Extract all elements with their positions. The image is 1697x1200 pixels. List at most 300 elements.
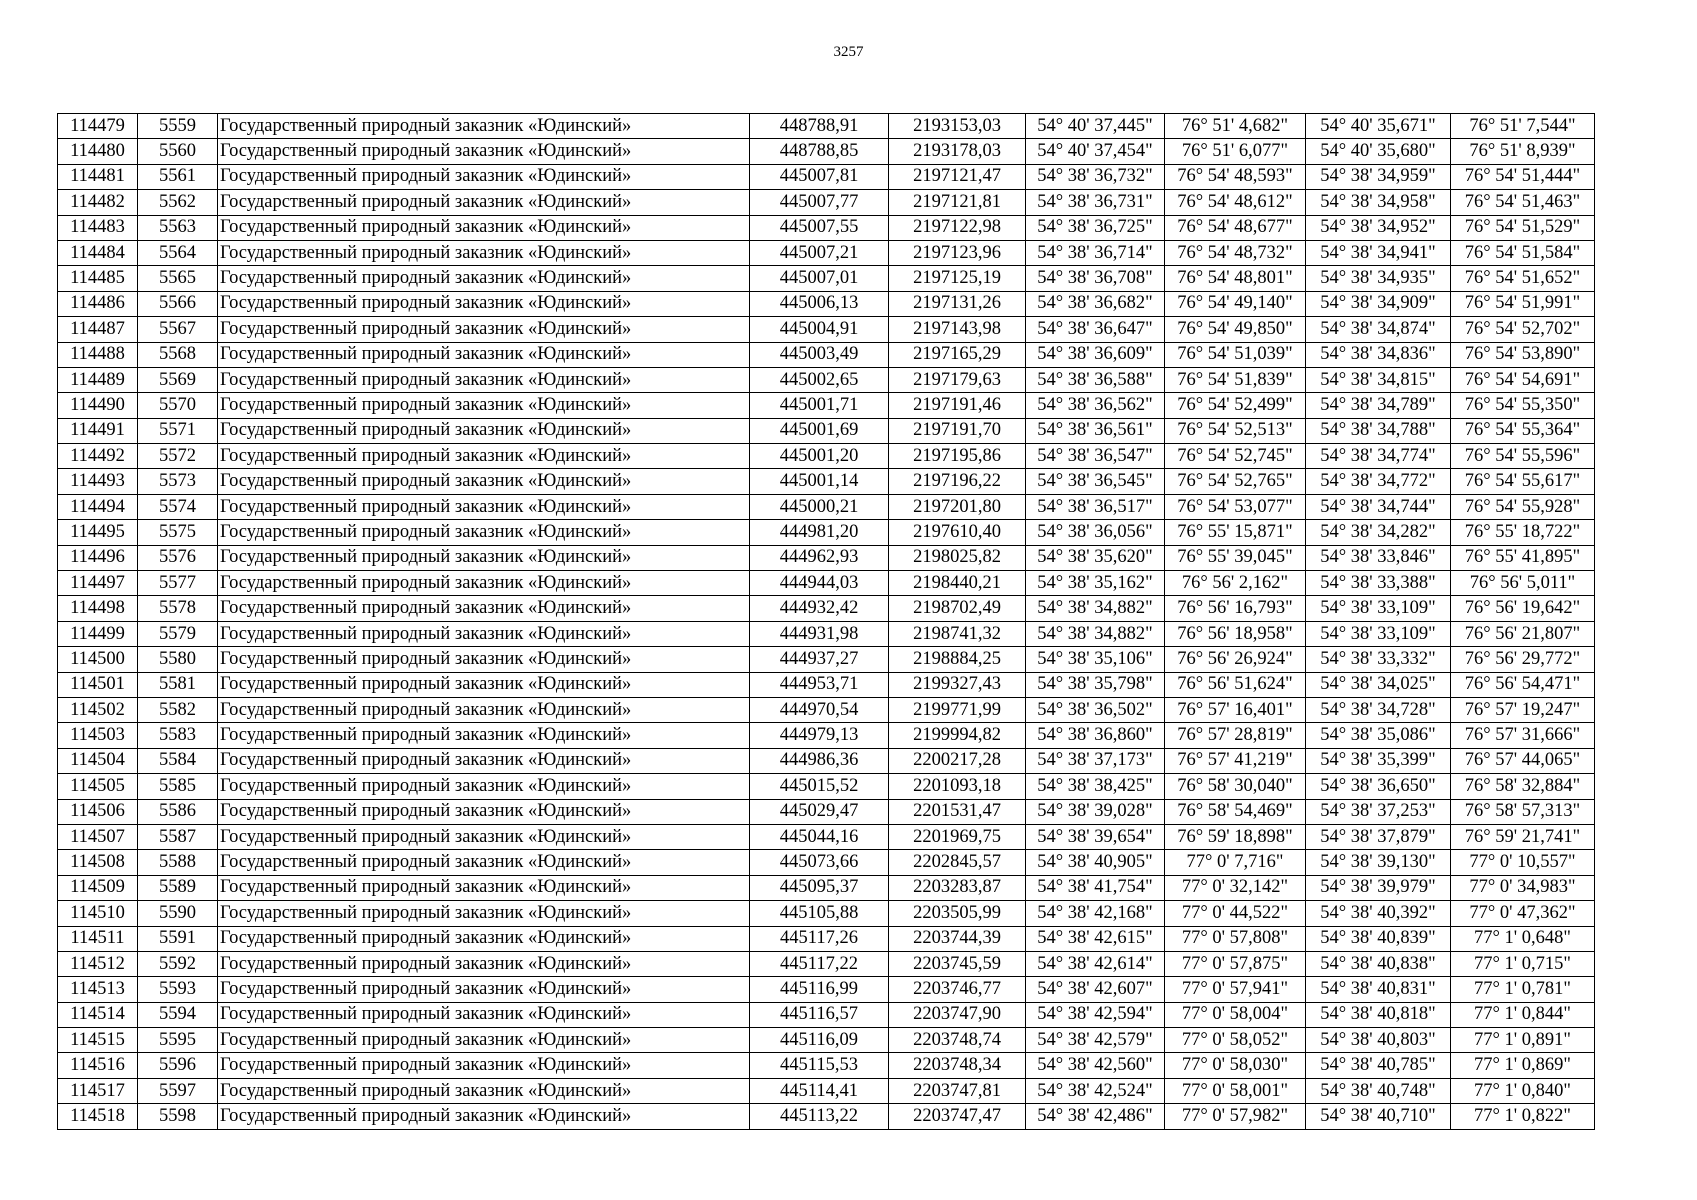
cell-latitude-2: 54° 38' 33,846" (1306, 545, 1451, 570)
cell-record-id: 114487 (58, 317, 138, 342)
cell-latitude-2: 54° 38' 39,979" (1306, 875, 1451, 900)
table-row (58, 723, 1595, 748)
cell-longitude-1: 76° 57' 16,401" (1165, 697, 1306, 722)
cell-reserve-name: Государственный природный заказник «Юдинский» (218, 875, 750, 900)
cell-record-id: 114503 (58, 723, 138, 748)
cell-latitude-1: 54° 38' 42,579" (1026, 1028, 1165, 1053)
cell-record-id: 114511 (58, 926, 138, 951)
cell-longitude-1: 76° 57' 41,219" (1165, 748, 1306, 773)
cell-y-coordinate: 2197165,29 (889, 342, 1026, 367)
cell-y-coordinate: 2203744,39 (889, 926, 1026, 951)
cell-latitude-2: 54° 38' 40,710" (1306, 1104, 1451, 1129)
table-row (58, 190, 1595, 215)
cell-x-coordinate: 445105,88 (750, 901, 889, 926)
table-row (58, 215, 1595, 240)
cell-x-coordinate: 445073,66 (750, 850, 889, 875)
cell-reserve-name: Государственный природный заказник «Юдинский» (218, 164, 750, 189)
cell-reserve-name: Государственный природный заказник «Юдинский» (218, 1078, 750, 1103)
table-body (58, 114, 1595, 1130)
cell-latitude-2: 54° 38' 34,025" (1306, 672, 1451, 697)
cell-y-coordinate: 2201531,47 (889, 799, 1026, 824)
table-row (58, 850, 1595, 875)
cell-record-id: 114506 (58, 799, 138, 824)
cell-y-coordinate: 2197121,47 (889, 164, 1026, 189)
cell-record-id: 114486 (58, 291, 138, 316)
cell-latitude-2: 54° 38' 33,109" (1306, 596, 1451, 621)
cell-x-coordinate: 448788,91 (750, 114, 889, 139)
cell-latitude-2: 54° 38' 39,130" (1306, 850, 1451, 875)
cell-reserve-name: Государственный природный заказник «Юдинский» (218, 444, 750, 469)
cell-longitude-2: 76° 54' 52,702" (1451, 317, 1595, 342)
table-row (58, 672, 1595, 697)
cell-longitude-1: 76° 59' 18,898" (1165, 824, 1306, 849)
cell-longitude-2: 76° 55' 18,722" (1451, 520, 1595, 545)
cell-x-coordinate: 448788,85 (750, 139, 889, 164)
cell-point-number: 5575 (138, 520, 218, 545)
cell-longitude-1: 76° 54' 52,765" (1165, 469, 1306, 494)
cell-point-number: 5583 (138, 723, 218, 748)
cell-y-coordinate: 2203746,77 (889, 977, 1026, 1002)
cell-longitude-2: 76° 54' 51,529" (1451, 215, 1595, 240)
cell-longitude-2: 76° 56' 21,807" (1451, 621, 1595, 646)
cell-latitude-1: 54° 38' 35,620" (1026, 545, 1165, 570)
cell-latitude-1: 54° 38' 37,173" (1026, 748, 1165, 773)
cell-latitude-1: 54° 38' 38,425" (1026, 774, 1165, 799)
cell-point-number: 5565 (138, 266, 218, 291)
cell-x-coordinate: 445114,41 (750, 1078, 889, 1103)
cell-record-id: 114484 (58, 240, 138, 265)
table-row (58, 926, 1595, 951)
cell-latitude-1: 54° 38' 36,588" (1026, 367, 1165, 392)
cell-reserve-name: Государственный природный заказник «Юдинский» (218, 545, 750, 570)
cell-longitude-1: 76° 54' 52,499" (1165, 393, 1306, 418)
cell-reserve-name: Государственный природный заказник «Юдинский» (218, 774, 750, 799)
cell-reserve-name: Государственный природный заказник «Юдинский» (218, 748, 750, 773)
cell-record-id: 114504 (58, 748, 138, 773)
cell-y-coordinate: 2198702,49 (889, 596, 1026, 621)
cell-latitude-2: 54° 38' 33,388" (1306, 571, 1451, 596)
cell-x-coordinate: 445004,91 (750, 317, 889, 342)
cell-reserve-name: Государственный природный заказник «Юдинский» (218, 393, 750, 418)
cell-x-coordinate: 445029,47 (750, 799, 889, 824)
cell-reserve-name: Государственный природный заказник «Юдинский» (218, 240, 750, 265)
cell-reserve-name: Государственный природный заказник «Юдинский» (218, 723, 750, 748)
table-row (58, 494, 1595, 519)
cell-longitude-2: 76° 54' 51,463" (1451, 190, 1595, 215)
cell-point-number: 5578 (138, 596, 218, 621)
cell-latitude-2: 54° 38' 34,958" (1306, 190, 1451, 215)
cell-latitude-2: 54° 40' 35,671" (1306, 114, 1451, 139)
cell-longitude-1: 76° 55' 15,871" (1165, 520, 1306, 545)
cell-x-coordinate: 444944,03 (750, 571, 889, 596)
cell-record-id: 114488 (58, 342, 138, 367)
cell-x-coordinate: 444979,13 (750, 723, 889, 748)
cell-record-id: 114482 (58, 190, 138, 215)
cell-latitude-1: 54° 38' 42,614" (1026, 951, 1165, 976)
cell-y-coordinate: 2201969,75 (889, 824, 1026, 849)
cell-reserve-name: Государственный природный заказник «Юдинский» (218, 469, 750, 494)
cell-latitude-2: 54° 38' 40,748" (1306, 1078, 1451, 1103)
cell-longitude-2: 76° 56' 5,011" (1451, 571, 1595, 596)
cell-longitude-2: 76° 54' 55,928" (1451, 494, 1595, 519)
table-row (58, 317, 1595, 342)
table-row (58, 824, 1595, 849)
table-row (58, 596, 1595, 621)
cell-record-id: 114517 (58, 1078, 138, 1103)
cell-point-number: 5579 (138, 621, 218, 646)
cell-point-number: 5586 (138, 799, 218, 824)
cell-reserve-name: Государственный природный заказник «Юдинский» (218, 951, 750, 976)
cell-y-coordinate: 2197123,96 (889, 240, 1026, 265)
cell-point-number: 5596 (138, 1053, 218, 1078)
table-row (58, 418, 1595, 443)
cell-latitude-2: 54° 38' 34,836" (1306, 342, 1451, 367)
cell-longitude-1: 77° 0' 44,522" (1165, 901, 1306, 926)
cell-x-coordinate: 445115,53 (750, 1053, 889, 1078)
table-row (58, 240, 1595, 265)
cell-longitude-1: 77° 0' 58,030" (1165, 1053, 1306, 1078)
cell-record-id: 114498 (58, 596, 138, 621)
cell-point-number: 5581 (138, 672, 218, 697)
cell-latitude-1: 54° 38' 39,654" (1026, 824, 1165, 849)
cell-longitude-2: 77° 0' 47,362" (1451, 901, 1595, 926)
cell-latitude-1: 54° 38' 42,615" (1026, 926, 1165, 951)
cell-y-coordinate: 2197195,86 (889, 444, 1026, 469)
cell-longitude-1: 76° 56' 2,162" (1165, 571, 1306, 596)
cell-longitude-2: 76° 54' 51,991" (1451, 291, 1595, 316)
cell-point-number: 5590 (138, 901, 218, 926)
cell-latitude-2: 54° 38' 34,774" (1306, 444, 1451, 469)
cell-longitude-1: 76° 54' 48,677" (1165, 215, 1306, 240)
cell-latitude-1: 54° 38' 35,798" (1026, 672, 1165, 697)
cell-latitude-1: 54° 38' 42,168" (1026, 901, 1165, 926)
cell-point-number: 5591 (138, 926, 218, 951)
cell-point-number: 5587 (138, 824, 218, 849)
cell-reserve-name: Государственный природный заказник «Юдинский» (218, 977, 750, 1002)
cell-longitude-2: 76° 51' 7,544" (1451, 114, 1595, 139)
coordinates-table (57, 113, 1595, 1130)
cell-longitude-2: 76° 54' 55,350" (1451, 393, 1595, 418)
cell-latitude-2: 54° 38' 40,392" (1306, 901, 1451, 926)
cell-record-id: 114510 (58, 901, 138, 926)
cell-record-id: 114502 (58, 697, 138, 722)
table-row (58, 469, 1595, 494)
cell-y-coordinate: 2199771,99 (889, 697, 1026, 722)
cell-longitude-2: 76° 57' 19,247" (1451, 697, 1595, 722)
cell-longitude-2: 76° 56' 54,471" (1451, 672, 1595, 697)
cell-latitude-1: 54° 38' 36,502" (1026, 697, 1165, 722)
cell-point-number: 5561 (138, 164, 218, 189)
cell-y-coordinate: 2197610,40 (889, 520, 1026, 545)
cell-point-number: 5560 (138, 139, 218, 164)
cell-record-id: 114491 (58, 418, 138, 443)
cell-latitude-2: 54° 38' 40,785" (1306, 1053, 1451, 1078)
cell-longitude-2: 76° 54' 55,596" (1451, 444, 1595, 469)
cell-y-coordinate: 2198025,82 (889, 545, 1026, 570)
cell-latitude-1: 54° 38' 35,162" (1026, 571, 1165, 596)
cell-latitude-2: 54° 38' 35,086" (1306, 723, 1451, 748)
cell-longitude-1: 76° 55' 39,045" (1165, 545, 1306, 570)
cell-longitude-2: 76° 55' 41,895" (1451, 545, 1595, 570)
cell-y-coordinate: 2198884,25 (889, 647, 1026, 672)
cell-latitude-1: 54° 38' 36,547" (1026, 444, 1165, 469)
cell-reserve-name: Государственный природный заказник «Юдинский» (218, 697, 750, 722)
cell-latitude-2: 54° 38' 34,789" (1306, 393, 1451, 418)
cell-latitude-1: 54° 38' 36,561" (1026, 418, 1165, 443)
cell-record-id: 114489 (58, 367, 138, 392)
cell-x-coordinate: 444931,98 (750, 621, 889, 646)
cell-longitude-2: 76° 54' 51,584" (1451, 240, 1595, 265)
cell-longitude-1: 77° 0' 57,875" (1165, 951, 1306, 976)
cell-longitude-2: 77° 0' 34,983" (1451, 875, 1595, 900)
cell-longitude-1: 76° 58' 54,469" (1165, 799, 1306, 824)
cell-reserve-name: Государственный природный заказник «Юдинский» (218, 672, 750, 697)
cell-point-number: 5582 (138, 697, 218, 722)
cell-record-id: 114483 (58, 215, 138, 240)
cell-x-coordinate: 445116,57 (750, 1002, 889, 1027)
cell-reserve-name: Государственный природный заказник «Юдинский» (218, 317, 750, 342)
cell-y-coordinate: 2203747,81 (889, 1078, 1026, 1103)
cell-reserve-name: Государственный природный заказник «Юдинский» (218, 418, 750, 443)
cell-point-number: 5574 (138, 494, 218, 519)
cell-reserve-name: Государственный природный заказник «Юдинский» (218, 621, 750, 646)
cell-x-coordinate: 444937,27 (750, 647, 889, 672)
cell-latitude-2: 54° 38' 36,650" (1306, 774, 1451, 799)
cell-latitude-1: 54° 38' 42,486" (1026, 1104, 1165, 1129)
cell-latitude-1: 54° 38' 35,106" (1026, 647, 1165, 672)
cell-latitude-1: 54° 38' 36,714" (1026, 240, 1165, 265)
cell-longitude-1: 76° 54' 48,612" (1165, 190, 1306, 215)
cell-latitude-1: 54° 38' 39,028" (1026, 799, 1165, 824)
cell-latitude-2: 54° 38' 34,744" (1306, 494, 1451, 519)
cell-record-id: 114479 (58, 114, 138, 139)
cell-longitude-2: 76° 57' 31,666" (1451, 723, 1595, 748)
cell-y-coordinate: 2197191,70 (889, 418, 1026, 443)
cell-latitude-1: 54° 38' 36,647" (1026, 317, 1165, 342)
cell-longitude-2: 76° 59' 21,741" (1451, 824, 1595, 849)
cell-latitude-2: 54° 38' 33,109" (1306, 621, 1451, 646)
cell-point-number: 5573 (138, 469, 218, 494)
cell-x-coordinate: 445007,55 (750, 215, 889, 240)
cell-latitude-2: 54° 38' 34,772" (1306, 469, 1451, 494)
cell-reserve-name: Государственный природный заказник «Юдинский» (218, 291, 750, 316)
table-row (58, 266, 1595, 291)
cell-longitude-2: 77° 1' 0,822" (1451, 1104, 1595, 1129)
cell-point-number: 5594 (138, 1002, 218, 1027)
cell-x-coordinate: 444932,42 (750, 596, 889, 621)
cell-point-number: 5567 (138, 317, 218, 342)
cell-longitude-1: 77° 0' 58,052" (1165, 1028, 1306, 1053)
cell-point-number: 5569 (138, 367, 218, 392)
cell-latitude-1: 54° 38' 36,609" (1026, 342, 1165, 367)
cell-point-number: 5598 (138, 1104, 218, 1129)
table-row (58, 901, 1595, 926)
cell-longitude-1: 77° 0' 57,982" (1165, 1104, 1306, 1129)
cell-longitude-1: 77° 0' 32,142" (1165, 875, 1306, 900)
cell-x-coordinate: 445001,14 (750, 469, 889, 494)
cell-longitude-1: 76° 54' 48,801" (1165, 266, 1306, 291)
cell-point-number: 5566 (138, 291, 218, 316)
cell-y-coordinate: 2203748,34 (889, 1053, 1026, 1078)
cell-x-coordinate: 444981,20 (750, 520, 889, 545)
cell-record-id: 114508 (58, 850, 138, 875)
cell-longitude-1: 76° 54' 48,732" (1165, 240, 1306, 265)
cell-point-number: 5576 (138, 545, 218, 570)
cell-longitude-1: 77° 0' 7,716" (1165, 850, 1306, 875)
table-row (58, 977, 1595, 1002)
table-row (58, 774, 1595, 799)
cell-longitude-2: 76° 57' 44,065" (1451, 748, 1595, 773)
cell-record-id: 114500 (58, 647, 138, 672)
cell-y-coordinate: 2203745,59 (889, 951, 1026, 976)
table-row (58, 748, 1595, 773)
cell-latitude-2: 54° 38' 40,839" (1306, 926, 1451, 951)
cell-point-number: 5564 (138, 240, 218, 265)
table-row (58, 647, 1595, 672)
cell-x-coordinate: 444970,54 (750, 697, 889, 722)
cell-longitude-1: 77° 0' 58,004" (1165, 1002, 1306, 1027)
cell-y-coordinate: 2203747,90 (889, 1002, 1026, 1027)
cell-record-id: 114485 (58, 266, 138, 291)
cell-longitude-2: 77° 0' 10,557" (1451, 850, 1595, 875)
table-row (58, 697, 1595, 722)
cell-x-coordinate: 445000,21 (750, 494, 889, 519)
cell-record-id: 114512 (58, 951, 138, 976)
cell-longitude-2: 77° 1' 0,648" (1451, 926, 1595, 951)
cell-longitude-2: 77° 1' 0,715" (1451, 951, 1595, 976)
cell-record-id: 114493 (58, 469, 138, 494)
cell-point-number: 5589 (138, 875, 218, 900)
cell-longitude-1: 77° 0' 57,941" (1165, 977, 1306, 1002)
cell-point-number: 5585 (138, 774, 218, 799)
cell-record-id: 114497 (58, 571, 138, 596)
cell-latitude-2: 54° 38' 34,874" (1306, 317, 1451, 342)
cell-y-coordinate: 2197191,46 (889, 393, 1026, 418)
cell-x-coordinate: 445007,01 (750, 266, 889, 291)
cell-reserve-name: Государственный природный заказник «Юдинский» (218, 799, 750, 824)
cell-longitude-1: 77° 0' 57,808" (1165, 926, 1306, 951)
cell-longitude-1: 76° 58' 30,040" (1165, 774, 1306, 799)
cell-y-coordinate: 2197121,81 (889, 190, 1026, 215)
cell-point-number: 5571 (138, 418, 218, 443)
cell-reserve-name: Государственный природный заказник «Юдинский» (218, 901, 750, 926)
cell-latitude-1: 54° 38' 36,517" (1026, 494, 1165, 519)
cell-reserve-name: Государственный природный заказник «Юдинский» (218, 926, 750, 951)
cell-x-coordinate: 444962,93 (750, 545, 889, 570)
cell-longitude-2: 76° 56' 19,642" (1451, 596, 1595, 621)
cell-reserve-name: Государственный природный заказник «Юдинский» (218, 647, 750, 672)
cell-point-number: 5595 (138, 1028, 218, 1053)
cell-x-coordinate: 445117,22 (750, 951, 889, 976)
cell-y-coordinate: 2197125,19 (889, 266, 1026, 291)
cell-reserve-name: Государственный природный заказник «Юдинский» (218, 1104, 750, 1129)
cell-latitude-2: 54° 38' 40,838" (1306, 951, 1451, 976)
cell-x-coordinate: 445116,09 (750, 1028, 889, 1053)
cell-record-id: 114501 (58, 672, 138, 697)
cell-latitude-1: 54° 38' 42,594" (1026, 1002, 1165, 1027)
cell-point-number: 5572 (138, 444, 218, 469)
cell-longitude-2: 77° 1' 0,840" (1451, 1078, 1595, 1103)
cell-longitude-2: 77° 1' 0,844" (1451, 1002, 1595, 1027)
cell-x-coordinate: 445007,21 (750, 240, 889, 265)
cell-reserve-name: Государственный природный заказник «Юдинский» (218, 215, 750, 240)
cell-latitude-2: 54° 38' 33,332" (1306, 647, 1451, 672)
cell-x-coordinate: 445001,20 (750, 444, 889, 469)
cell-reserve-name: Государственный природный заказник «Юдинский» (218, 1028, 750, 1053)
cell-record-id: 114492 (58, 444, 138, 469)
cell-reserve-name: Государственный природный заказник «Юдинский» (218, 139, 750, 164)
cell-x-coordinate: 445002,65 (750, 367, 889, 392)
cell-latitude-2: 54° 38' 37,253" (1306, 799, 1451, 824)
cell-latitude-1: 54° 38' 36,725" (1026, 215, 1165, 240)
cell-latitude-2: 54° 40' 35,680" (1306, 139, 1451, 164)
table-row (58, 1078, 1595, 1103)
cell-longitude-2: 77° 1' 0,891" (1451, 1028, 1595, 1053)
cell-point-number: 5593 (138, 977, 218, 1002)
cell-point-number: 5562 (138, 190, 218, 215)
cell-latitude-2: 54° 38' 34,282" (1306, 520, 1451, 545)
cell-x-coordinate: 445113,22 (750, 1104, 889, 1129)
cell-record-id: 114505 (58, 774, 138, 799)
table-row (58, 114, 1595, 139)
cell-latitude-1: 54° 38' 36,682" (1026, 291, 1165, 316)
cell-reserve-name: Государственный природный заказник «Юдинский» (218, 1053, 750, 1078)
cell-x-coordinate: 445007,81 (750, 164, 889, 189)
cell-longitude-2: 76° 54' 51,652" (1451, 266, 1595, 291)
cell-y-coordinate: 2203505,99 (889, 901, 1026, 926)
cell-y-coordinate: 2198440,21 (889, 571, 1026, 596)
cell-y-coordinate: 2203747,47 (889, 1104, 1026, 1129)
cell-latitude-2: 54° 38' 34,909" (1306, 291, 1451, 316)
cell-point-number: 5559 (138, 114, 218, 139)
cell-y-coordinate: 2197131,26 (889, 291, 1026, 316)
table-row (58, 444, 1595, 469)
cell-latitude-1: 54° 38' 36,732" (1026, 164, 1165, 189)
cell-latitude-1: 54° 38' 36,562" (1026, 393, 1165, 418)
cell-point-number: 5568 (138, 342, 218, 367)
cell-longitude-1: 76° 56' 26,924" (1165, 647, 1306, 672)
cell-y-coordinate: 2199994,82 (889, 723, 1026, 748)
cell-reserve-name: Государственный природный заказник «Юдинский» (218, 824, 750, 849)
cell-latitude-1: 54° 38' 34,882" (1026, 596, 1165, 621)
cell-reserve-name: Государственный природный заказник «Юдинский» (218, 571, 750, 596)
cell-x-coordinate: 445095,37 (750, 875, 889, 900)
cell-reserve-name: Государственный природный заказник «Юдинский» (218, 190, 750, 215)
table-row (58, 799, 1595, 824)
table-row (58, 1104, 1595, 1129)
table-row (58, 342, 1595, 367)
cell-y-coordinate: 2203748,74 (889, 1028, 1026, 1053)
cell-latitude-1: 54° 38' 42,524" (1026, 1078, 1165, 1103)
cell-longitude-1: 76° 54' 49,140" (1165, 291, 1306, 316)
cell-x-coordinate: 445001,71 (750, 393, 889, 418)
cell-longitude-2: 77° 1' 0,781" (1451, 977, 1595, 1002)
cell-y-coordinate: 2198741,32 (889, 621, 1026, 646)
cell-record-id: 114490 (58, 393, 138, 418)
cell-record-id: 114495 (58, 520, 138, 545)
cell-latitude-1: 54° 38' 42,560" (1026, 1053, 1165, 1078)
cell-latitude-1: 54° 38' 36,708" (1026, 266, 1165, 291)
cell-record-id: 114494 (58, 494, 138, 519)
cell-longitude-2: 76° 51' 8,939" (1451, 139, 1595, 164)
cell-latitude-2: 54° 38' 34,935" (1306, 266, 1451, 291)
cell-latitude-1: 54° 38' 42,607" (1026, 977, 1165, 1002)
cell-longitude-2: 76° 54' 55,617" (1451, 469, 1595, 494)
table-row (58, 621, 1595, 646)
cell-longitude-2: 76° 54' 51,444" (1451, 164, 1595, 189)
cell-x-coordinate: 445116,99 (750, 977, 889, 1002)
cell-latitude-1: 54° 38' 36,731" (1026, 190, 1165, 215)
